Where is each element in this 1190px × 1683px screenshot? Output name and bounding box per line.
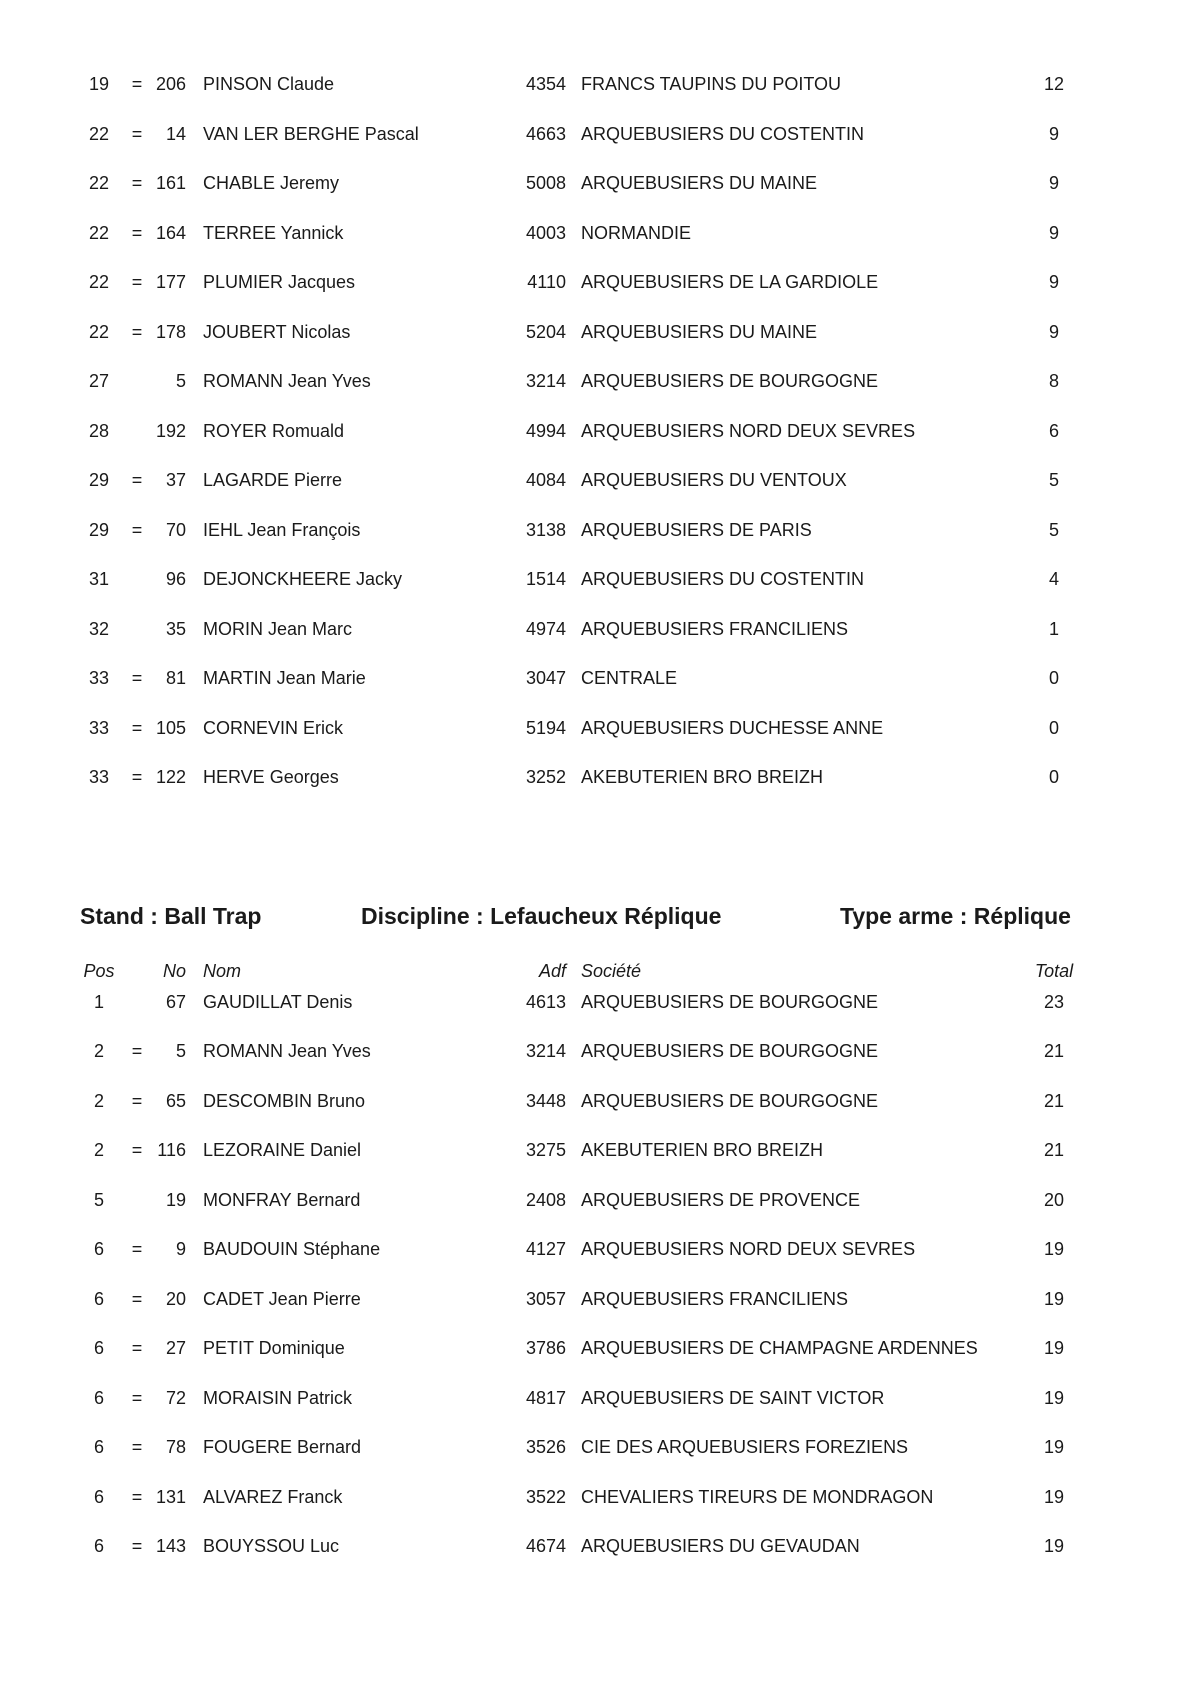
stand-label: Stand : Ball Trap xyxy=(80,903,262,929)
cell-pos: 22 xyxy=(88,223,110,243)
cell-pos: 2 xyxy=(93,1041,104,1061)
cell-tie: = xyxy=(131,1338,143,1358)
table-row xyxy=(0,465,1190,495)
cell-no: 177 xyxy=(155,272,186,292)
cell-total: 4 xyxy=(1048,569,1059,589)
cell-no: 5 xyxy=(175,1041,186,1061)
cell-adf: 4994 xyxy=(525,421,566,441)
cell-pos: 22 xyxy=(88,272,110,292)
cell-tie: = xyxy=(131,1388,143,1408)
cell-nom: ROYER Romuald xyxy=(203,421,345,441)
cell-no: 131 xyxy=(155,1487,186,1507)
table-row xyxy=(0,1086,1190,1116)
cell-pos: 6 xyxy=(93,1289,104,1309)
cell-nom: TERREE Yannick xyxy=(203,223,344,243)
cell-adf: 4974 xyxy=(525,619,566,639)
cell-pos: 6 xyxy=(93,1536,104,1556)
table-row xyxy=(0,987,1190,1017)
cell-tie: = xyxy=(131,767,143,787)
cell-societe: ARQUEBUSIERS DE SAINT VICTOR xyxy=(581,1388,885,1408)
cell-societe: ARQUEBUSIERS DE BOURGOGNE xyxy=(581,1041,879,1061)
cell-adf: 3522 xyxy=(525,1487,566,1507)
cell-total: 19 xyxy=(1043,1437,1065,1457)
cell-no: 72 xyxy=(165,1388,186,1408)
cell-nom: JOUBERT Nicolas xyxy=(203,322,351,342)
cell-nom: MONFRAY Bernard xyxy=(203,1190,361,1210)
cell-nom: ALVAREZ Franck xyxy=(203,1487,343,1507)
header-adf: Adf xyxy=(538,961,566,981)
cell-tie: = xyxy=(131,1437,143,1457)
table-row xyxy=(0,515,1190,545)
cell-societe: ARQUEBUSIERS DE BOURGOGNE xyxy=(581,371,879,391)
cell-pos: 31 xyxy=(88,569,110,589)
weapon-type-label: Type arme : Réplique xyxy=(840,903,1071,929)
cell-total: 19 xyxy=(1043,1388,1065,1408)
table-header xyxy=(0,956,1190,986)
cell-total: 0 xyxy=(1048,718,1059,738)
cell-total: 21 xyxy=(1043,1091,1065,1111)
cell-adf: 5194 xyxy=(525,718,566,738)
cell-pos: 29 xyxy=(88,470,110,490)
cell-total: 8 xyxy=(1048,371,1059,391)
cell-tie: = xyxy=(131,272,143,292)
cell-adf: 4127 xyxy=(525,1239,566,1259)
cell-nom: VAN LER BERGHE Pascal xyxy=(203,124,419,144)
cell-nom: HERVE Georges xyxy=(203,767,339,787)
cell-total: 19 xyxy=(1043,1289,1065,1309)
header-societe: Société xyxy=(581,961,642,981)
cell-nom: PETIT Dominique xyxy=(203,1338,345,1358)
table-row xyxy=(0,1333,1190,1363)
header-pos: Pos xyxy=(83,961,115,981)
cell-societe: ARQUEBUSIERS NORD DEUX SEVRES xyxy=(581,421,916,441)
cell-adf: 3057 xyxy=(525,1289,566,1309)
cell-tie: = xyxy=(131,1041,143,1061)
table-row xyxy=(0,366,1190,396)
cell-nom: ROMANN Jean Yves xyxy=(203,371,371,391)
cell-total: 19 xyxy=(1043,1239,1065,1259)
cell-adf: 5204 xyxy=(525,322,566,342)
cell-adf: 5008 xyxy=(525,173,566,193)
cell-societe: ARQUEBUSIERS NORD DEUX SEVRES xyxy=(581,1239,916,1259)
cell-tie: = xyxy=(131,1239,143,1259)
cell-total: 23 xyxy=(1043,992,1065,1012)
cell-societe: AKEBUTERIEN BRO BREIZH xyxy=(581,767,824,787)
cell-adf: 2408 xyxy=(525,1190,566,1210)
cell-pos: 5 xyxy=(93,1190,104,1210)
table-row xyxy=(0,713,1190,743)
cell-adf: 3526 xyxy=(525,1437,566,1457)
cell-tie: = xyxy=(131,718,143,738)
table-row xyxy=(0,267,1190,297)
table-row xyxy=(0,564,1190,594)
cell-no: 161 xyxy=(155,173,186,193)
cell-pos: 6 xyxy=(93,1487,104,1507)
table-row xyxy=(0,218,1190,248)
cell-nom: IEHL Jean François xyxy=(203,520,361,540)
cell-societe: ARQUEBUSIERS DE BOURGOGNE xyxy=(581,992,879,1012)
cell-pos: 28 xyxy=(88,421,110,441)
cell-adf: 4613 xyxy=(525,992,566,1012)
cell-tie: = xyxy=(131,1487,143,1507)
table-row xyxy=(0,317,1190,347)
cell-societe: ARQUEBUSIERS DE LA GARDIOLE xyxy=(581,272,879,292)
cell-pos: 6 xyxy=(93,1388,104,1408)
cell-total: 0 xyxy=(1048,767,1059,787)
cell-tie: = xyxy=(131,668,143,688)
cell-tie: = xyxy=(131,1091,143,1111)
table-row xyxy=(0,1383,1190,1413)
cell-no: 67 xyxy=(165,992,186,1012)
cell-tie: = xyxy=(131,322,143,342)
cell-pos: 6 xyxy=(93,1338,104,1358)
cell-adf: 4354 xyxy=(525,74,566,94)
cell-pos: 22 xyxy=(88,173,110,193)
cell-no: 78 xyxy=(165,1437,186,1457)
cell-adf: 1514 xyxy=(525,569,566,589)
cell-no: 122 xyxy=(155,767,186,787)
cell-pos: 19 xyxy=(88,74,110,94)
table-row xyxy=(0,663,1190,693)
cell-no: 65 xyxy=(165,1091,186,1111)
cell-pos: 2 xyxy=(93,1140,104,1160)
cell-nom: PINSON Claude xyxy=(203,74,335,94)
cell-total: 20 xyxy=(1043,1190,1065,1210)
cell-societe: ARQUEBUSIERS DU MAINE xyxy=(581,322,818,342)
cell-societe: ARQUEBUSIERS DE CHAMPAGNE ARDENNES xyxy=(581,1338,978,1358)
cell-no: 178 xyxy=(155,322,186,342)
cell-no: 27 xyxy=(165,1338,186,1358)
table-row xyxy=(0,614,1190,644)
cell-nom: BAUDOUIN Stéphane xyxy=(203,1239,381,1259)
section-title xyxy=(0,896,1190,936)
cell-societe: ARQUEBUSIERS DE PROVENCE xyxy=(581,1190,861,1210)
cell-adf: 3275 xyxy=(525,1140,566,1160)
cell-societe: FRANCS TAUPINS DU POITOU xyxy=(581,74,842,94)
cell-total: 9 xyxy=(1048,173,1059,193)
cell-nom: DEJONCKHEERE Jacky xyxy=(203,569,403,589)
cell-nom: CHABLE Jeremy xyxy=(203,173,340,193)
cell-adf: 3047 xyxy=(525,668,566,688)
cell-no: 206 xyxy=(155,74,186,94)
cell-no: 70 xyxy=(165,520,186,540)
cell-adf: 3448 xyxy=(525,1091,566,1111)
cell-tie: = xyxy=(131,223,143,243)
cell-nom: LEZORAINE Daniel xyxy=(203,1140,362,1160)
table-row xyxy=(0,1185,1190,1215)
table-row xyxy=(0,69,1190,99)
cell-pos: 33 xyxy=(88,718,110,738)
cell-total: 0 xyxy=(1048,668,1059,688)
cell-no: 143 xyxy=(155,1536,186,1556)
cell-no: 19 xyxy=(165,1190,186,1210)
cell-adf: 3138 xyxy=(525,520,566,540)
cell-pos: 1 xyxy=(93,992,104,1012)
cell-tie: = xyxy=(131,1140,143,1160)
cell-nom: FOUGERE Bernard xyxy=(203,1437,362,1457)
table-row xyxy=(0,762,1190,792)
cell-adf: 3786 xyxy=(525,1338,566,1358)
cell-total: 19 xyxy=(1043,1487,1065,1507)
table-row xyxy=(0,1432,1190,1462)
cell-societe: ARQUEBUSIERS DU VENTOUX xyxy=(581,470,847,490)
cell-no: 96 xyxy=(165,569,186,589)
cell-total: 1 xyxy=(1048,619,1059,639)
cell-adf: 4663 xyxy=(525,124,566,144)
cell-total: 21 xyxy=(1043,1041,1065,1061)
cell-pos: 22 xyxy=(88,322,110,342)
cell-total: 5 xyxy=(1048,520,1059,540)
cell-nom: DESCOMBIN Bruno xyxy=(203,1091,366,1111)
cell-tie: = xyxy=(131,173,143,193)
cell-pos: 33 xyxy=(88,668,110,688)
cell-no: 105 xyxy=(155,718,186,738)
cell-total: 9 xyxy=(1048,322,1059,342)
table-row xyxy=(0,1234,1190,1264)
cell-tie: = xyxy=(131,124,143,144)
cell-no: 14 xyxy=(165,124,186,144)
cell-tie: = xyxy=(131,1289,143,1309)
cell-tie: = xyxy=(131,470,143,490)
cell-total: 9 xyxy=(1048,272,1059,292)
discipline-label: Discipline : Lefaucheux Réplique xyxy=(361,903,722,929)
cell-nom: PLUMIER Jacques xyxy=(203,272,356,292)
cell-no: 192 xyxy=(155,421,186,441)
cell-societe: ARQUEBUSIERS DE PARIS xyxy=(581,520,812,540)
cell-societe: ARQUEBUSIERS DUCHESSE ANNE xyxy=(581,718,884,738)
cell-tie: = xyxy=(131,1536,143,1556)
cell-total: 6 xyxy=(1048,421,1059,441)
cell-adf: 4110 xyxy=(527,272,566,292)
cell-societe: ARQUEBUSIERS DU COSTENTIN xyxy=(581,569,865,589)
cell-pos: 2 xyxy=(93,1091,104,1111)
cell-total: 9 xyxy=(1048,223,1059,243)
table-row xyxy=(0,1482,1190,1512)
header-total: Total xyxy=(1034,961,1074,981)
cell-pos: 6 xyxy=(93,1239,104,1259)
cell-nom: BOUYSSOU Luc xyxy=(203,1536,340,1556)
cell-adf: 4084 xyxy=(525,470,566,490)
cell-no: 5 xyxy=(175,371,186,391)
cell-tie: = xyxy=(131,520,143,540)
cell-pos: 29 xyxy=(88,520,110,540)
cell-no: 35 xyxy=(165,619,186,639)
table-row xyxy=(0,416,1190,446)
cell-societe: ARQUEBUSIERS DE BOURGOGNE xyxy=(581,1091,879,1111)
cell-nom: GAUDILLAT Denis xyxy=(203,992,353,1012)
cell-no: 37 xyxy=(165,470,186,490)
cell-nom: MORIN Jean Marc xyxy=(203,619,353,639)
cell-tie: = xyxy=(131,74,143,94)
cell-total: 19 xyxy=(1043,1338,1065,1358)
cell-no: 116 xyxy=(157,1140,186,1160)
table-row xyxy=(0,1531,1190,1561)
cell-adf: 3252 xyxy=(525,767,566,787)
header-no: No xyxy=(162,961,186,981)
cell-pos: 33 xyxy=(88,767,110,787)
cell-no: 9 xyxy=(175,1239,186,1259)
cell-nom: ROMANN Jean Yves xyxy=(203,1041,371,1061)
cell-societe: NORMANDIE xyxy=(581,223,692,243)
table-row xyxy=(0,1135,1190,1165)
cell-total: 12 xyxy=(1043,74,1065,94)
cell-societe: AKEBUTERIEN BRO BREIZH xyxy=(581,1140,824,1160)
cell-total: 21 xyxy=(1043,1140,1065,1160)
table-row xyxy=(0,1284,1190,1314)
cell-societe: ARQUEBUSIERS DU GEVAUDAN xyxy=(581,1536,860,1556)
cell-societe: ARQUEBUSIERS FRANCILIENS xyxy=(581,619,849,639)
table-row xyxy=(0,168,1190,198)
cell-pos: 6 xyxy=(93,1437,104,1457)
cell-societe: CIE DES ARQUEBUSIERS FOREZIENS xyxy=(581,1437,909,1457)
header-nom: Nom xyxy=(203,961,242,981)
cell-nom: LAGARDE Pierre xyxy=(203,470,343,490)
cell-pos: 32 xyxy=(88,619,110,639)
cell-nom: CADET Jean Pierre xyxy=(203,1289,361,1309)
cell-societe: ARQUEBUSIERS DU COSTENTIN xyxy=(581,124,865,144)
cell-nom: MARTIN Jean Marie xyxy=(203,668,366,688)
cell-societe: CHEVALIERS TIREURS DE MONDRAGON xyxy=(581,1487,934,1507)
cell-nom: CORNEVIN Erick xyxy=(203,718,344,738)
cell-pos: 22 xyxy=(88,124,110,144)
cell-adf: 3214 xyxy=(525,1041,566,1061)
cell-pos: 27 xyxy=(88,371,110,391)
cell-adf: 3214 xyxy=(525,371,566,391)
cell-no: 20 xyxy=(165,1289,186,1309)
cell-adf: 4674 xyxy=(525,1536,566,1556)
table-row xyxy=(0,119,1190,149)
cell-no: 164 xyxy=(155,223,186,243)
cell-societe: ARQUEBUSIERS FRANCILIENS xyxy=(581,1289,849,1309)
cell-adf: 4817 xyxy=(525,1388,566,1408)
cell-societe: CENTRALE xyxy=(581,668,678,688)
cell-nom: MORAISIN Patrick xyxy=(203,1388,353,1408)
cell-total: 9 xyxy=(1048,124,1059,144)
cell-societe: ARQUEBUSIERS DU MAINE xyxy=(581,173,818,193)
table-row xyxy=(0,1036,1190,1066)
cell-no: 81 xyxy=(165,668,186,688)
cell-total: 5 xyxy=(1048,470,1059,490)
cell-adf: 4003 xyxy=(525,223,566,243)
cell-total: 19 xyxy=(1043,1536,1065,1556)
